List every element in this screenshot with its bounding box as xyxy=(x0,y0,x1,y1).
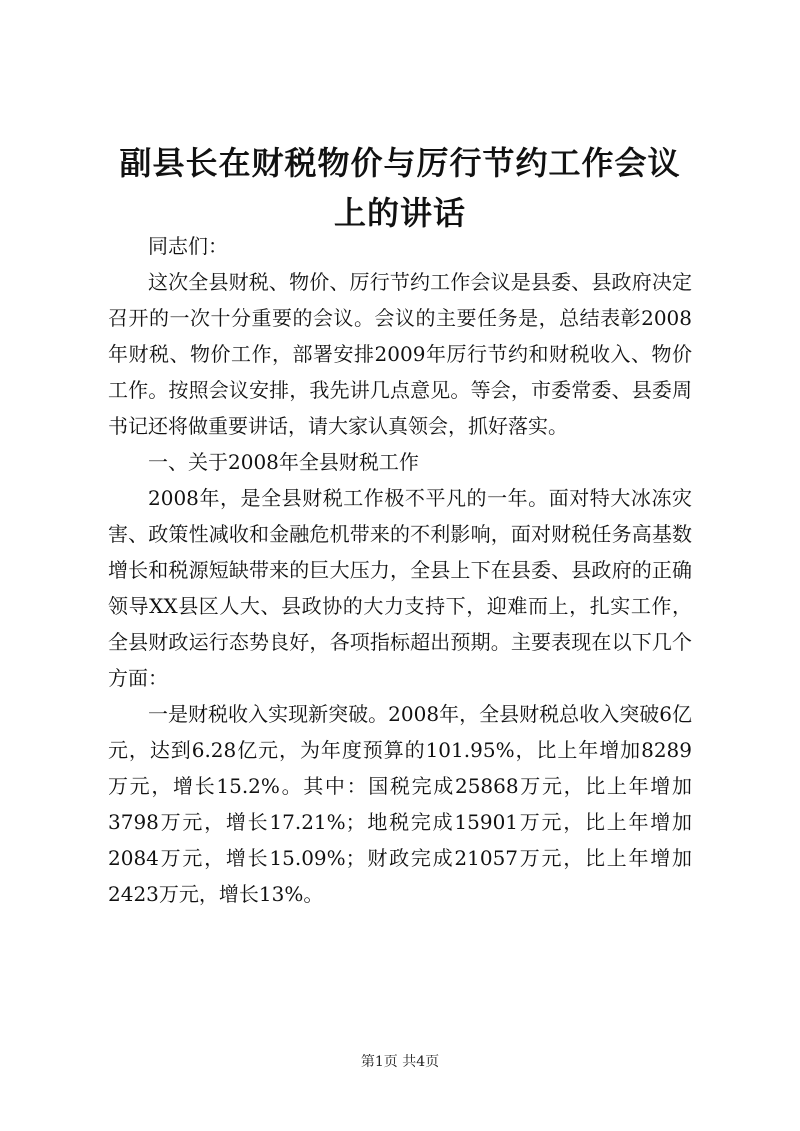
section-heading: 一、关于2008年全县财税工作 xyxy=(148,450,419,474)
page-footer: 第1页 共4页 xyxy=(360,1054,440,1070)
intro-paragraph: 这次全县财税、物价、厉行节约工作会议是县委、县政府决定召开的一次十分重要的会议。会议的主要任务是，总结表彰2008年财税、物价工作，部署安排2009年厉行节约和财税收入、物价工作。按照会议安排，我先讲几点意见。等会，市委常委、县委周书记还将做重要讲话，请大家认真领会，抓好落实。 xyxy=(108,270,692,438)
revenue-paragraph: 一是财税收入实现新突破。2008年，全县财税总收入突破6亿元，达到6.28亿元，为年度预算的101.95%，比上年增加8289万元，增长15.2%。其中：国税完成25868万元，比上年增加3798万元，增长17.21%；地税完成15901万元，比上年增加2084万元，增长15.09%；财政完成21057万元，比上年增加2423万元，增长13%。 xyxy=(108,702,692,906)
salutation-paragraph: 同志们： xyxy=(148,234,228,258)
document-title: 副县长在财税物价与厉行节约工作会议上的讲话 xyxy=(119,144,681,232)
document-body xyxy=(108,228,692,912)
section-paragraph: 2008年，是全县财税工作极不平凡的一年。面对特大冰冻灾害、政策性减收和金融危机带来的不利影响，面对财税任务高基数增长和税源短缺带来的巨大压力，全县上下在县委、县政府的正确领导XX县区人大、县政协的大力支持下，迎难而上，扎实工作，全县财政运行态势良好，各项指标超出预期。主要表现在以下几个方面： xyxy=(108,486,692,690)
